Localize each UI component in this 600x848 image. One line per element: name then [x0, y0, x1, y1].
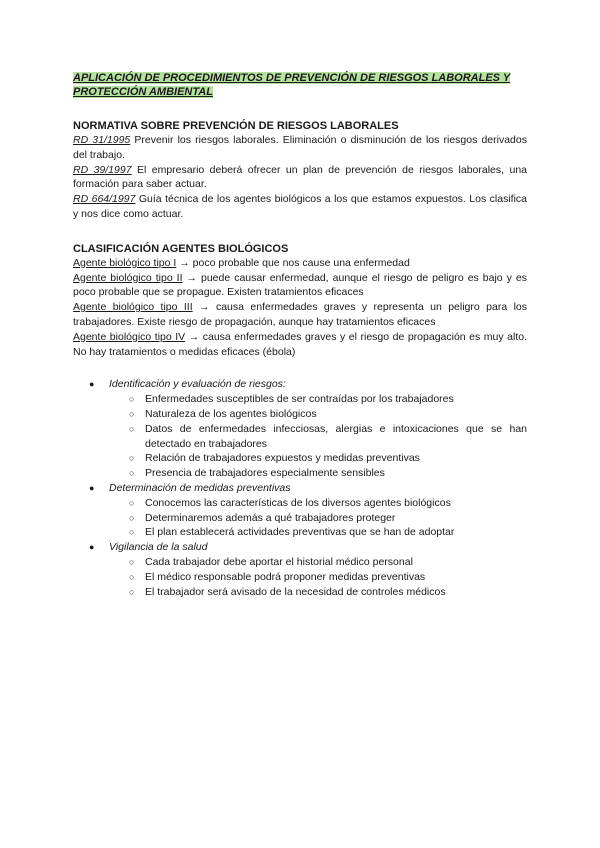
list-section	[73, 481, 527, 540]
list-item: ○ El plan establecerá actividades preventivas que se han de adoptar	[129, 526, 455, 539]
bullet-icon: ●	[89, 542, 95, 553]
document-body	[73, 71, 527, 599]
list-item: ○ El médico responsable podrá proponer medidas preventivas	[129, 570, 426, 583]
agente-type: Agente biológico tipo I	[73, 256, 177, 269]
circle-bullet-icon: ○	[129, 394, 135, 405]
circle-bullet-icon: ○	[129, 497, 135, 508]
circle-bullet-icon: ○	[129, 453, 135, 464]
agente-type: Agente biológico tipo III	[73, 301, 193, 314]
normativa-item: RD 664/1997 Guía técnica de los agentes biológicos a los que estamos expuestos. Los clasifica y nos dice como actuar.	[73, 193, 527, 220]
document-title: APLICACIÓN DE PROCEDIMIENTOS DE PREVENCIÓN DE RIESGOS LABORALES Y PROTECCIÓN AMBIENTAL	[73, 72, 511, 98]
agente-type: Agente biológico tipo II	[73, 271, 183, 284]
clasificacion-item: Agente biológico tipo IV → causa enfermedades graves y el riesgo de propagación es muy alto. No hay tratamientos o medidas eficaces (ébola)	[73, 330, 528, 358]
list-item: ○ Relación de trabajadores expuestos y medidas preventivas	[129, 452, 420, 465]
circle-bullet-icon: ○	[129, 586, 135, 597]
sub-list	[109, 555, 527, 599]
clasificacion-heading: CLASIFICACIÓN AGENTES BIOLÓGICOS	[73, 242, 289, 255]
normativa-ref: RD 31/1995	[73, 134, 131, 146]
list-item: ○ Naturaleza de los agentes biológicos	[129, 407, 317, 420]
circle-bullet-icon: ○	[129, 468, 135, 479]
list-section	[73, 377, 527, 481]
circle-bullet-icon: ○	[129, 527, 135, 538]
list-item: ○ Presencia de trabajadores especialmente sensibles	[129, 467, 385, 480]
circle-bullet-icon: ○	[129, 423, 135, 434]
section-label: Determinación de medidas preventivas	[109, 481, 291, 494]
list-item: ○ Enfermedades susceptibles de ser contraídas por los trabajadores	[129, 393, 454, 406]
normativa-heading: NORMATIVA SOBRE PREVENCIÓN DE RIESGOS LABORALES	[73, 120, 399, 132]
list-item: ○ Datos de enfermedades infecciosas, alergias e intoxicaciones que se han detectado en trabajadores	[129, 422, 527, 450]
section-label: Vigilancia de la salud	[109, 541, 208, 554]
circle-bullet-icon: ○	[129, 408, 135, 419]
clasificacion-item: Agente biológico tipo III → causa enfermedades graves y representa un peligro para los trabajadores. Existe riesgo de propagación, aunque hay tratamientos eficaces	[73, 301, 527, 328]
bullet-icon: ●	[89, 379, 95, 390]
normativa-ref: RD 664/1997	[73, 193, 136, 206]
circle-bullet-icon: ○	[129, 512, 135, 523]
normativa-ref: RD 39/1997	[73, 163, 132, 176]
sub-list	[109, 496, 527, 540]
measures-list	[73, 377, 527, 599]
section-label: Identificación y evaluación de riesgos:	[109, 378, 286, 391]
list-item: ○ Conocemos las características de los diversos agentes biológicos	[129, 496, 451, 509]
circle-bullet-icon: ○	[129, 571, 135, 582]
list-item: ○ Cada trabajador debe aportar el historial médico personal	[129, 555, 413, 568]
sub-list	[109, 392, 527, 481]
clasificacion-item: Agente biológico tipo I → poco probable que nos cause una enfermedad	[73, 256, 410, 269]
clasificacion-item: Agente biológico tipo II → puede causar enfermedad, aunque el riesgo de peligro es bajo y es poco probable que se propague. Existen tratamientos eficaces	[73, 271, 527, 299]
list-item: ○ Determinaremos además a qué trabajadores proteger	[129, 511, 396, 524]
list-section	[73, 540, 527, 599]
agente-type: Agente biológico tipo IV	[73, 330, 186, 343]
list-item: ○ El trabajador será avisado de la necesidad de controles médicos	[129, 585, 446, 598]
normativa-item: RD 31/1995 Prevenir los riesgos laborales. Eliminación o disminución de los riesgos derivados del trabajo.	[73, 134, 527, 161]
normativa-item: RD 39/1997 El empresario deberá ofrecer un plan de prevención de riesgos laborales, una formación para saber actuar.	[73, 163, 527, 191]
circle-bullet-icon: ○	[129, 556, 135, 567]
bullet-icon: ●	[89, 482, 95, 493]
